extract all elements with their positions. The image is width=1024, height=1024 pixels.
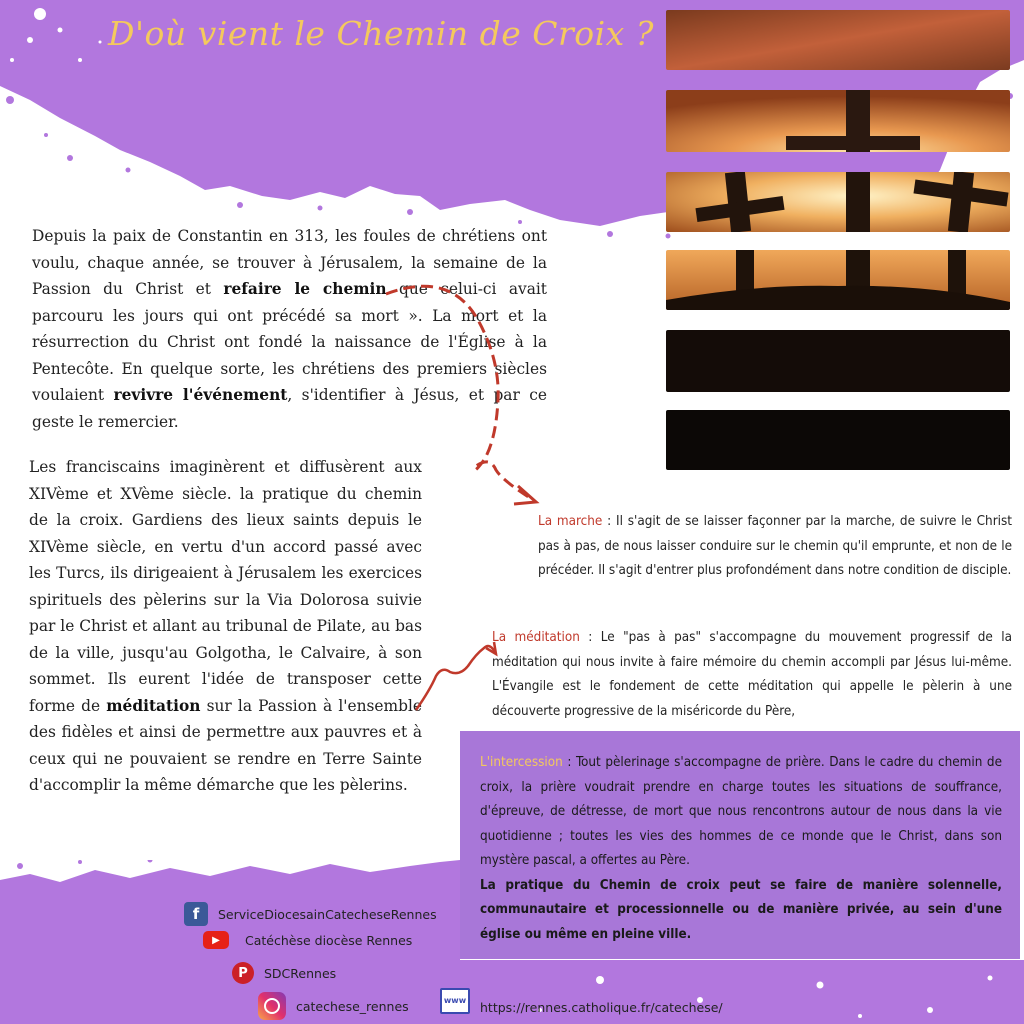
cross-image-strip-1 — [666, 10, 1010, 70]
facebook-link[interactable] — [184, 902, 437, 926]
website-link[interactable] — [440, 986, 723, 1015]
web-icon: www — [440, 988, 470, 1014]
pinterest-link[interactable] — [232, 962, 336, 984]
intercession-paragraph: L'intercession : Tout pèlerinage s'accompagne de prière. Dans le cadre du chemin de croix, la prière voudrait prendre en charge toutes les situations de souffrance, d'épreuve, de détresse, de mort que nous rencontrons autour de nous dans la vie quotidienne ; toutes les vies des hommes de ce monde que le Christ, dans son mystère pascal, a offertes au Père. La pratique du Chemin de croix peut se faire de manière solennelle, communautaire et processionnelle ou de manière privée, au sein d'une église ou même en pleine ville. — [480, 755, 1002, 942]
intercession-conclusion: La pratique du Chemin de croix peut se faire de manière solennelle, communautaire et processionnelle ou de manière privée, au sein d'une église ou même en pleine ville. — [480, 877, 1002, 942]
page-title: D'où vient le Chemin de Croix ? — [108, 14, 654, 53]
cross-image-strip-2 — [666, 90, 1010, 152]
cross-image-strip-3 — [666, 172, 1010, 232]
intercession-term: L'intercession — [480, 755, 563, 770]
youtube-link[interactable] — [203, 931, 412, 949]
cross-image-strip-5 — [666, 330, 1010, 392]
cross-image-strip-6 — [666, 410, 1010, 470]
pinterest-label: SDCRennes — [264, 965, 337, 981]
instagram-icon — [258, 992, 286, 1020]
facebook-label: ServiceDiocesainCatecheseRennes — [218, 906, 437, 922]
instagram-link[interactable] — [258, 992, 409, 1020]
facebook-icon: f — [184, 902, 208, 926]
la-meditation-paragraph: La méditation : Le "pas à pas" s'accompagne du mouvement progressif de la méditation qui nous invite à faire mémoire du chemin accompli par Jésus lui-même. L'Évangile est le fondement de cette méditation qui appelle le pèlerin à une découverte progressive de la miséricorde du Père, — [492, 630, 1012, 719]
cross-image-strip-4 — [666, 250, 1010, 310]
youtube-icon: ▶ — [203, 931, 229, 949]
pinterest-icon: P — [232, 962, 254, 984]
la-marche-paragraph: La marche : Il s'agit de se laisser façonner par la marche, de suivre le Christ pas à pas, de nous laisser conduire sur le chemin qu'il emprunte, et non de le précéder. Il s'agit d'entrer plus profondément dans notre condition de disciple. — [538, 514, 1012, 578]
intro-paragraph: Depuis la paix de Constantin en 313, les foules de chrétiens ont voulu, chaque année, se trouver à Jérusalem, la semaine de la Passion du Christ et refaire le chemin que celui-ci avait parcouru les jours qui ont précédé sa mort ». La mort et la résurrection du Christ ont fondé la naissance de l'Église à la Pentecôte. En quelque sorte, les chrétiens des premiers siècles voulaient revivre l'événement, s'identifier à Jésus, et par ce geste le remercier. — [32, 227, 547, 431]
instagram-label: catechese_rennes — [296, 998, 409, 1014]
bold-revivre-evenement: revivre l'événement — [113, 386, 288, 404]
franciscan-paragraph: Les franciscains imaginèrent et diffusèrent aux XIVème et XVème siècle. la pratique du chemin de la croix. Gardiens des lieux saints depuis le XIVème siècle, en vertu d'un accord passé avec les Turcs, ils dirigeaient à Jérusalem les exercices spirituels des pèlerins sur la Via Dolorosa suivie par le Christ et allant au tribunal de Pilate, au bas de la ville, jusqu'au Golgotha, le Calvaire, à son sommet. Ils eurent l'idée de transposer cette forme de méditation sur la Passion à l'ensemble des fidèles et ainsi de permettre aux pauvres et à ceux qui ne pouvaient se rendre en Terre Sainte d'accomplir la même démarche que les pèlerins. — [29, 458, 422, 794]
bold-meditation: méditation — [106, 696, 201, 715]
youtube-label: Catéchèse diocèse Rennes — [245, 932, 413, 948]
website-label: https://rennes.catholique.fr/catechese/ — [480, 1000, 723, 1015]
bold-refaire-le-chemin: refaire le chemin — [223, 280, 387, 298]
la-meditation-term: La méditation — [492, 630, 580, 645]
la-marche-term: La marche — [538, 514, 603, 529]
